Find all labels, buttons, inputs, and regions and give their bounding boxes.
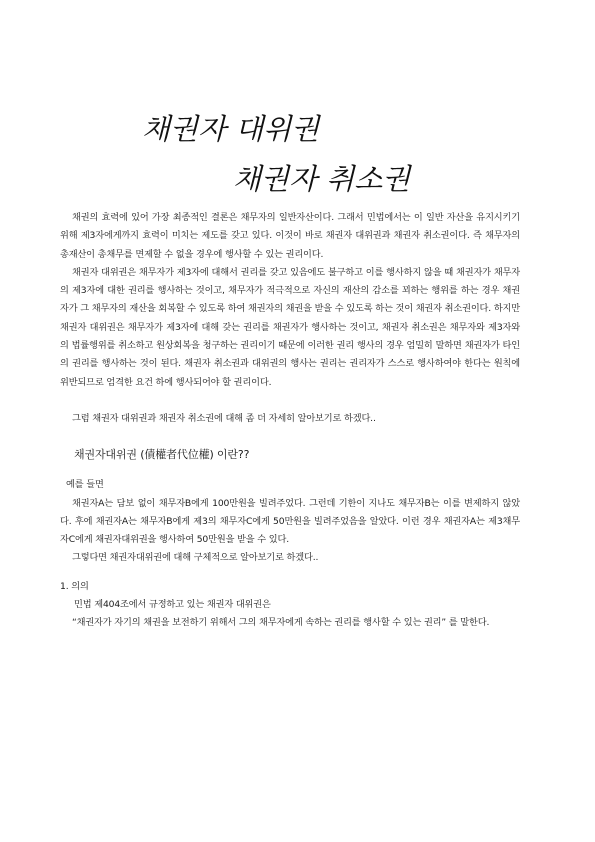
section-heading-meaning: 1. 의의 [60, 580, 89, 592]
title-line-1: 채권자 대위권 [142, 112, 320, 146]
title-line-2: 채권자 취소권 [233, 162, 411, 196]
document-body [60, 209, 520, 633]
example-paragraph: 채권자A는 담보 없이 채무자B에게 100만원을 빌려주었다. 그런데 기한이 지나도 채무자B는 이를 변제하지 않았다. 후에 채권자A는 채무자B에게 제3의 채무자C에게 50만원을 빌려주었음을 알았다. 이런 경우 채권자A는 제3채무자C에게 채권자대위권을 행사하여 50만원을 받을 수 있다. [60, 497, 520, 546]
section-closing-paragraph: 그렇다면 채권자대위권에 대해 구체적으로 알아보기로 하겠다.. [72, 552, 319, 564]
meaning-paragraph: 민법 제404조에서 규정하고 있는 채권자 대위권은 [74, 599, 271, 611]
example-label: 예를 들면 [66, 479, 104, 491]
intro-paragraph-3: 그럼 채권자 대위권과 채권자 취소권에 대해 좀 더 자세히 알아보기로 하겠다.. [72, 412, 376, 424]
intro-paragraph-1: 채권의 효력에 있어 가장 최종적인 결론은 채무자의 일반자산이다. 그래서 민법에서는 이 일반 자산을 유지시키기 위해 제3자에게까지 효력이 미치는 제도를 갖고 있다. 이것이 바로 채권자 대위권과 채권자 취소권이다. 즉 채무자의 총재산이 총채무를 면제할 수 없을 경우에 행사할 수 있는 권리이다. [60, 212, 520, 260]
intro-paragraph-2: 채권자 대위권은 채무자가 제3자에 대해서 권리를 갖고 있음에도 불구하고 이를 행사하지 않을 때 채권자가 채무자의 제3자에 대한 권리를 행사하는 것이고, 채무자가 적극적으로 자신의 재산의 감소를 꾀하는 행위를 하는 경우 채권자가 그 채무자의 재산을 회복할 수 있도록 하여 채권자의 채권을 받을 수 있도록 하는 것이 채권자 취소권이다. 하지만 채권자 대위권은 채무자가 제3자에 대해 갖는 권리를 채권자가 행사하는 것이고, 채권자 취소권은 채무자와 제3자와의 법률행위를 취소하고 원상회복을 청구하는 권리이기 때문에 이러한 권리 행사의 경우 엄밀히 말하면 채권자가 타인의 권리를 행사하는 것이 된다. 채권자 취소권과 대위권의 행사는 권리는 권리자가 스스로 행사하여야 한다는 원칙에 위반되므로 엄격한 요건 하에 행사되어야 할 권리이다. [60, 266, 520, 388]
section-heading-subrogation: 채권자대위권 (債權者代位權) 이란?? [74, 448, 250, 462]
meaning-quote: “채권자가 자기의 채권을 보전하기 위해서 그의 채무자에게 속하는 권리를 행사할 수 있는 권리” 를 말한다. [72, 617, 490, 629]
